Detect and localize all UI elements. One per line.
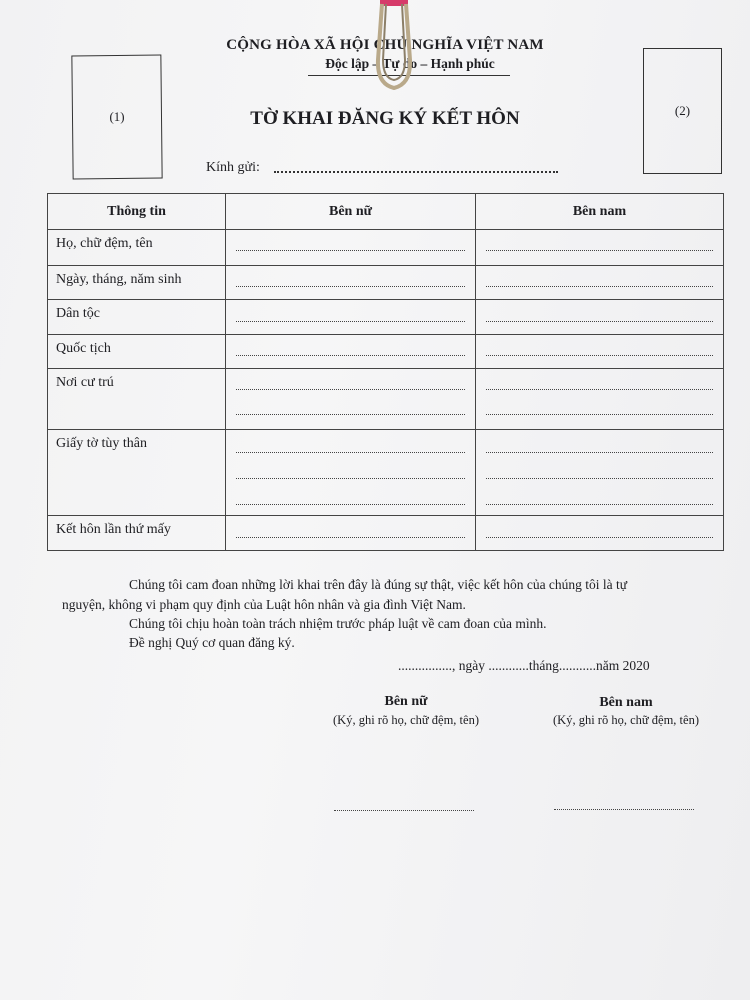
bride-signature-note: (Ký, ghi rõ họ, chữ đệm, tên) (333, 713, 479, 727)
table-row-id-papers (48, 430, 724, 516)
groom-name-field[interactable] (476, 230, 724, 266)
binder-clip-icon (368, 0, 420, 96)
bride-marriage-count-field[interactable] (226, 516, 476, 551)
bride-signature-title: Bên nữ (384, 694, 428, 709)
header-info: Thông tin (48, 194, 226, 230)
info-table (47, 193, 724, 551)
recipient-field[interactable] (274, 171, 558, 173)
recipient-label: Kính gửi: (206, 160, 260, 175)
row-label: Kết hôn lần thứ mấy (48, 516, 226, 551)
table-row-ethnicity (48, 300, 724, 335)
row-label: Giấy tờ tùy thân (48, 430, 226, 516)
photo-right-label: (2) (674, 103, 691, 118)
table-row-full-name (48, 230, 724, 266)
nation-title: CỘNG HÒA XÃ HỘI CHỦ NGHĨA VIỆT NAM (226, 37, 544, 53)
bride-name-field[interactable] (226, 230, 476, 266)
header-groom: Bên nam (476, 194, 724, 230)
bride-birth-field[interactable] (226, 266, 476, 300)
groom-signature-note: (Ký, ghi rõ họ, chữ đệm, tên) (553, 713, 699, 727)
row-label: Ngày, tháng, năm sinh (48, 266, 226, 300)
form-title: TỜ KHAI ĐĂNG KÝ KẾT HÔN (250, 108, 520, 129)
groom-marriage-count-field[interactable] (476, 516, 724, 551)
table-row-birth-date (48, 266, 724, 300)
groom-signature-field[interactable] (554, 809, 694, 810)
bride-residence-field[interactable] (226, 369, 476, 430)
row-label: Dân tộc (48, 300, 226, 335)
table-row-residence (48, 369, 724, 430)
groom-residence-field[interactable] (476, 369, 724, 430)
declaration-line-2: nguyện, không vi phạm quy định của Luật hôn nhân và gia đình Việt Nam. (62, 597, 466, 612)
groom-id-field[interactable] (476, 430, 724, 516)
photo-box-right (643, 48, 722, 174)
groom-signature-title: Bên nam (599, 695, 653, 710)
declaration-line-3: Chúng tôi chịu hoàn toàn trách nhiệm trước pháp luật về cam đoan của mình. (129, 616, 547, 631)
photo-box-left (71, 55, 162, 180)
header-bride: Bên nữ (226, 194, 476, 230)
bride-ethnicity-field[interactable] (226, 300, 476, 335)
declaration-line-1: Chúng tôi cam đoan những lời khai trên đây là đúng sự thật, việc kết hôn của chúng tôi là tự (129, 577, 628, 592)
bride-id-field[interactable] (226, 430, 476, 516)
row-label: Họ, chữ đệm, tên (48, 230, 226, 266)
motto: Độc lập – Tự do – Hạnh phúc (325, 56, 495, 71)
groom-ethnicity-field[interactable] (476, 300, 724, 335)
groom-nationality-field[interactable] (476, 335, 724, 369)
bride-nationality-field[interactable] (226, 335, 476, 369)
declaration-line-4: Đề nghị Quý cơ quan đăng ký. (129, 635, 295, 650)
table-row-nationality (48, 335, 724, 369)
bride-signature-field[interactable] (334, 810, 474, 811)
table-row-marriage-count (48, 516, 724, 551)
groom-birth-field[interactable] (476, 266, 724, 300)
row-label: Quốc tịch (48, 335, 226, 369)
date-line: ................, ngày ............tháng...........năm 2020 (398, 658, 650, 673)
table-header-row (48, 194, 724, 230)
row-label: Nơi cư trú (48, 369, 226, 430)
photo-left-label: (1) (109, 108, 125, 125)
